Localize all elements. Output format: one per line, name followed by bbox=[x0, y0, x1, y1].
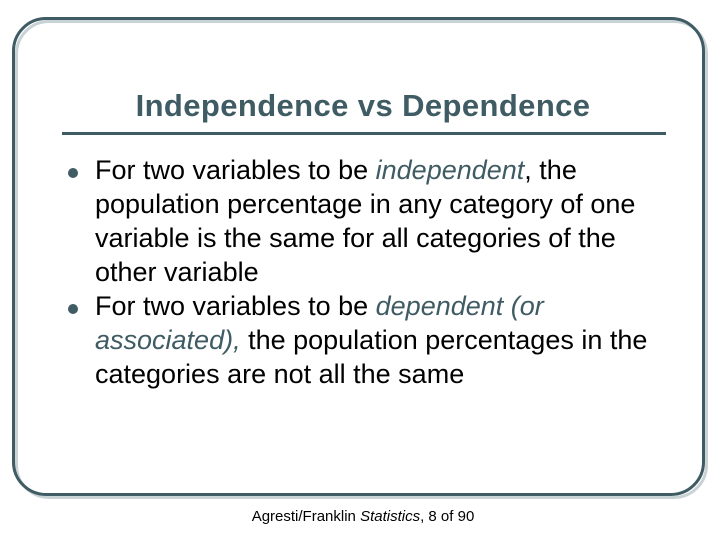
slide-footer bbox=[0, 508, 720, 525]
bullet-dot-icon bbox=[68, 304, 78, 314]
bullet-text-suffix: , the population percentage in any category of one variable is the same for all categories of the other variable bbox=[95, 155, 636, 287]
footer-authors: Agresti/Franklin bbox=[251, 508, 361, 525]
bullet-list bbox=[62, 153, 682, 391]
bullet-item-independent bbox=[62, 153, 682, 289]
title-underline bbox=[62, 132, 666, 135]
slide-title: Independence vs Dependence bbox=[135, 88, 591, 123]
footer-book-title: Statistics bbox=[360, 508, 421, 525]
footer-page-number: , 8 of 90 bbox=[420, 508, 475, 525]
bullet-text-prefix: For two variables to be bbox=[95, 291, 376, 321]
bullet-emphasis: independent bbox=[375, 155, 525, 185]
bullet-text-prefix: For two variables to be bbox=[95, 155, 376, 185]
bullet-dot-icon bbox=[68, 168, 78, 178]
bullet-item-dependent bbox=[62, 289, 682, 391]
bullet-emphasis: dependent (or associated), bbox=[95, 291, 544, 355]
bullet-text-suffix: the population percentages in the categories are not all the same bbox=[95, 325, 648, 389]
